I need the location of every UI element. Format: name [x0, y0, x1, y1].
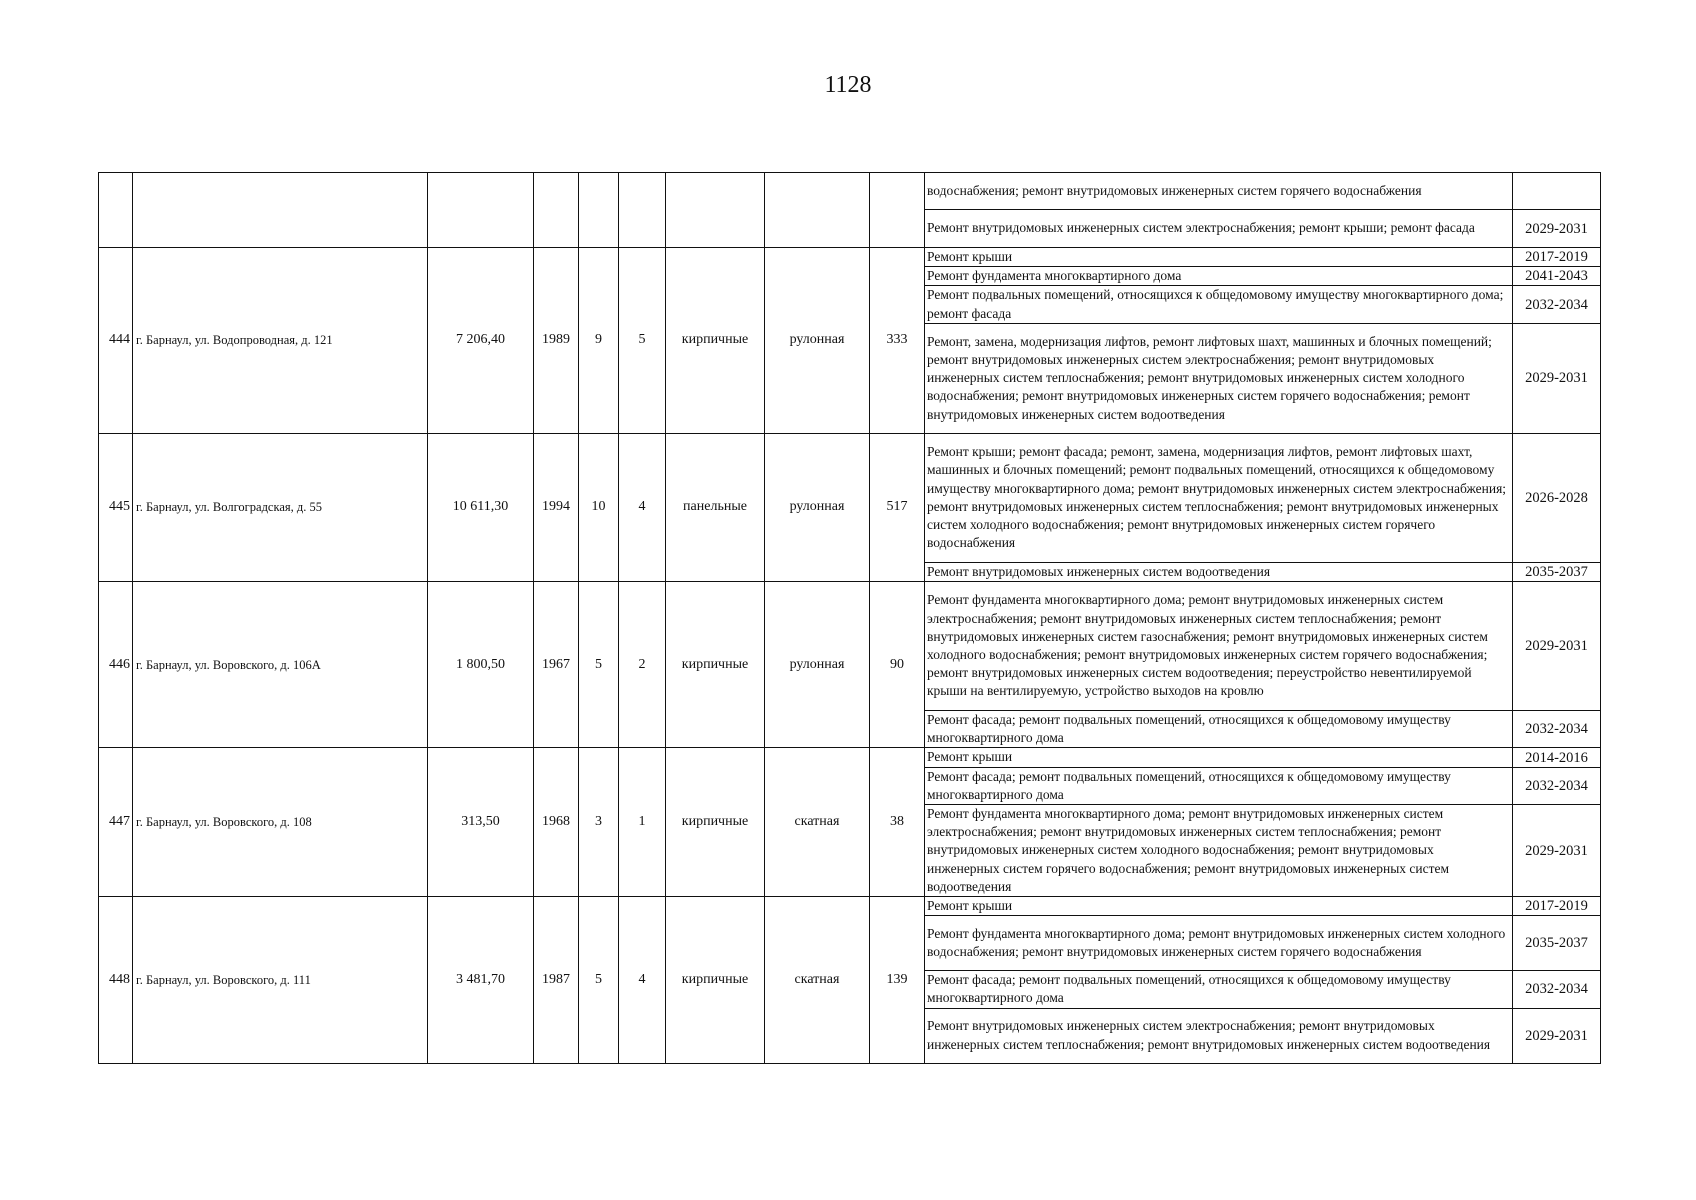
cell-roof: скатная [765, 748, 870, 897]
cell-entrances: 2 [619, 582, 666, 748]
period-cell: 2035-2037 [1513, 916, 1601, 971]
cell-floors: 5 [579, 582, 619, 748]
cell-entrances: 1 [619, 748, 666, 897]
cell-floors: 9 [579, 248, 619, 434]
cell-residents: 517 [870, 433, 925, 581]
period-cell: 2026-2028 [1513, 433, 1601, 562]
cell-roof: скатная [765, 897, 870, 1064]
cell-entrances [619, 173, 666, 248]
cell-year: 1994 [534, 433, 579, 581]
cell-area [428, 173, 534, 248]
cell-num: 448 [99, 897, 133, 1064]
work-cell: Ремонт крыши; ремонт фасада; ремонт, замена, модернизация лифтов, ремонт лифтовых шахт, машинных и блочных помещений; ремонт подвальных помещений, относящихся к общедомовому имуществу многоквартирного дома; ремонт внутридомовых инженерных систем электроснабжения; ремонт внутридомовых инженерных систем теплоснабжения; ремонт внутридомовых инженерных систем холодного водоснабжения; ремонт внутридомовых инженерных систем горячего водоснабжения [925, 433, 1513, 562]
cell-roof [765, 173, 870, 248]
cell-walls: кирпичные [666, 748, 765, 897]
cell-walls: кирпичные [666, 897, 765, 1064]
cell-area: 3 481,70 [428, 897, 534, 1064]
cell-year: 1989 [534, 248, 579, 434]
cell-year: 1968 [534, 748, 579, 897]
work-cell: Ремонт фасада; ремонт подвальных помещений, относящихся к общедомовому имуществу многоквартирного дома [925, 767, 1513, 804]
cell-residents [870, 173, 925, 248]
cell-year [534, 173, 579, 248]
cell-area: 7 206,40 [428, 248, 534, 434]
work-cell: Ремонт внутридомовых инженерных систем электроснабжения; ремонт крыши; ремонт фасада [925, 210, 1513, 248]
work-cell: Ремонт крыши [925, 748, 1513, 767]
work-cell: Ремонт внутридомовых инженерных систем водоотведения [925, 562, 1513, 581]
repair-schedule-table [98, 172, 1601, 1064]
work-cell: Ремонт, замена, модернизация лифтов, ремонт лифтовых шахт, машинных и блочных помещений; ремонт внутридомовых инженерных систем электроснабжения; ремонт внутридомовых инженерных систем теплоснабжения; ремонт внутридомовых инженерных систем холодного водоснабжения; ремонт внутридомовых инженерных систем горячего водоснабжения; ремонт внутридомовых инженерных систем водоотведения [925, 323, 1513, 433]
cell-num: 444 [99, 248, 133, 434]
cell-walls: панельные [666, 433, 765, 581]
table-row [99, 433, 1601, 562]
cell-floors: 5 [579, 897, 619, 1064]
period-cell: 2017-2019 [1513, 897, 1601, 916]
period-cell: 2029-2031 [1513, 805, 1601, 897]
cell-walls: кирпичные [666, 248, 765, 434]
cell-area: 313,50 [428, 748, 534, 897]
period-cell: 2035-2037 [1513, 562, 1601, 581]
period-cell: 2029-2031 [1513, 323, 1601, 433]
work-cell: Ремонт крыши [925, 897, 1513, 916]
table-row [99, 582, 1601, 711]
work-cell: Ремонт фундамента многоквартирного дома; ремонт внутридомовых инженерных систем электроснабжения; ремонт внутридомовых инженерных систем теплоснабжения; ремонт внутридомовых инженерных систем холодного водоснабжения; ремонт внутридомовых инженерных систем горячего водоснабжения; ремонт внутридомовых инженерных систем водоотведения [925, 805, 1513, 897]
cell-residents: 333 [870, 248, 925, 434]
cell-num: 446 [99, 582, 133, 748]
cell-area: 10 611,30 [428, 433, 534, 581]
cell-residents: 90 [870, 582, 925, 748]
cell-roof: рулонная [765, 433, 870, 581]
cell-area: 1 800,50 [428, 582, 534, 748]
work-cell: Ремонт крыши [925, 248, 1513, 267]
cell-year: 1987 [534, 897, 579, 1064]
work-cell: Ремонт фундамента многоквартирного дома [925, 267, 1513, 286]
period-cell: 2029-2031 [1513, 1008, 1601, 1063]
cell-walls [666, 173, 765, 248]
period-cell: 2032-2034 [1513, 286, 1601, 323]
cell-walls: кирпичные [666, 582, 765, 748]
period-cell: 2032-2034 [1513, 711, 1601, 748]
period-cell: 2032-2034 [1513, 767, 1601, 804]
cell-num: 445 [99, 433, 133, 581]
cell-entrances: 4 [619, 897, 666, 1064]
work-cell: Ремонт фундамента многоквартирного дома; ремонт внутридомовых инженерных систем холодного водоснабжения; ремонт внутридомовых инженерных систем горячего водоснабжения [925, 916, 1513, 971]
cell-address: г. Барнаул, ул. Волгоградская, д. 55 [133, 433, 428, 581]
period-cell: 2041-2043 [1513, 267, 1601, 286]
page-number: 1128 [824, 72, 872, 98]
cell-num [99, 173, 133, 248]
work-cell: Ремонт фасада; ремонт подвальных помещений, относящихся к общедомовому имуществу многоквартирного дома [925, 711, 1513, 748]
period-cell [1513, 173, 1601, 210]
work-cell: Ремонт внутридомовых инженерных систем электроснабжения; ремонт внутридомовых инженерных систем теплоснабжения; ремонт внутридомовых инженерных систем водоотведения [925, 1008, 1513, 1063]
period-cell: 2014-2016 [1513, 748, 1601, 767]
cell-roof: рулонная [765, 248, 870, 434]
cell-floors: 10 [579, 433, 619, 581]
period-cell: 2032-2034 [1513, 971, 1601, 1008]
cell-year: 1967 [534, 582, 579, 748]
work-cell: водоснабжения; ремонт внутридомовых инженерных систем горячего водоснабжения [925, 173, 1513, 210]
cell-address: г. Барнаул, ул. Водопроводная, д. 121 [133, 248, 428, 434]
cell-num: 447 [99, 748, 133, 897]
work-cell: Ремонт фундамента многоквартирного дома; ремонт внутридомовых инженерных систем электроснабжения; ремонт внутридомовых инженерных систем теплоснабжения; ремонт внутридомовых инженерных систем газоснабжения; ремонт внутридомовых инженерных систем холодного водоснабжения; ремонт внутридомовых инженерных систем горячего водоснабжения; ремонт внутридомовых инженерных систем водоотведения; переустройство невентилируемой крыши на вентилируемую, устройство выходов на кровлю [925, 582, 1513, 711]
work-cell: Ремонт фасада; ремонт подвальных помещений, относящихся к общедомовому имуществу многоквартирного дома [925, 971, 1513, 1008]
cell-address: г. Барнаул, ул. Воровского, д. 111 [133, 897, 428, 1064]
cell-entrances: 5 [619, 248, 666, 434]
table-row [99, 748, 1601, 767]
cell-roof: рулонная [765, 582, 870, 748]
cell-address: г. Барнаул, ул. Воровского, д. 108 [133, 748, 428, 897]
cell-residents: 38 [870, 748, 925, 897]
work-cell: Ремонт подвальных помещений, относящихся к общедомовому имуществу многоквартирного дома; ремонт фасада [925, 286, 1513, 323]
cell-floors: 3 [579, 748, 619, 897]
cell-floors [579, 173, 619, 248]
table-row [99, 173, 1601, 210]
cell-address [133, 173, 428, 248]
cell-residents: 139 [870, 897, 925, 1064]
period-cell: 2017-2019 [1513, 248, 1601, 267]
cell-address: г. Барнаул, ул. Воровского, д. 106А [133, 582, 428, 748]
period-cell: 2029-2031 [1513, 210, 1601, 248]
cell-entrances: 4 [619, 433, 666, 581]
table-row [99, 897, 1601, 916]
period-cell: 2029-2031 [1513, 582, 1601, 711]
repair-schedule-table-wrap [98, 172, 1601, 1064]
table-row [99, 248, 1601, 267]
